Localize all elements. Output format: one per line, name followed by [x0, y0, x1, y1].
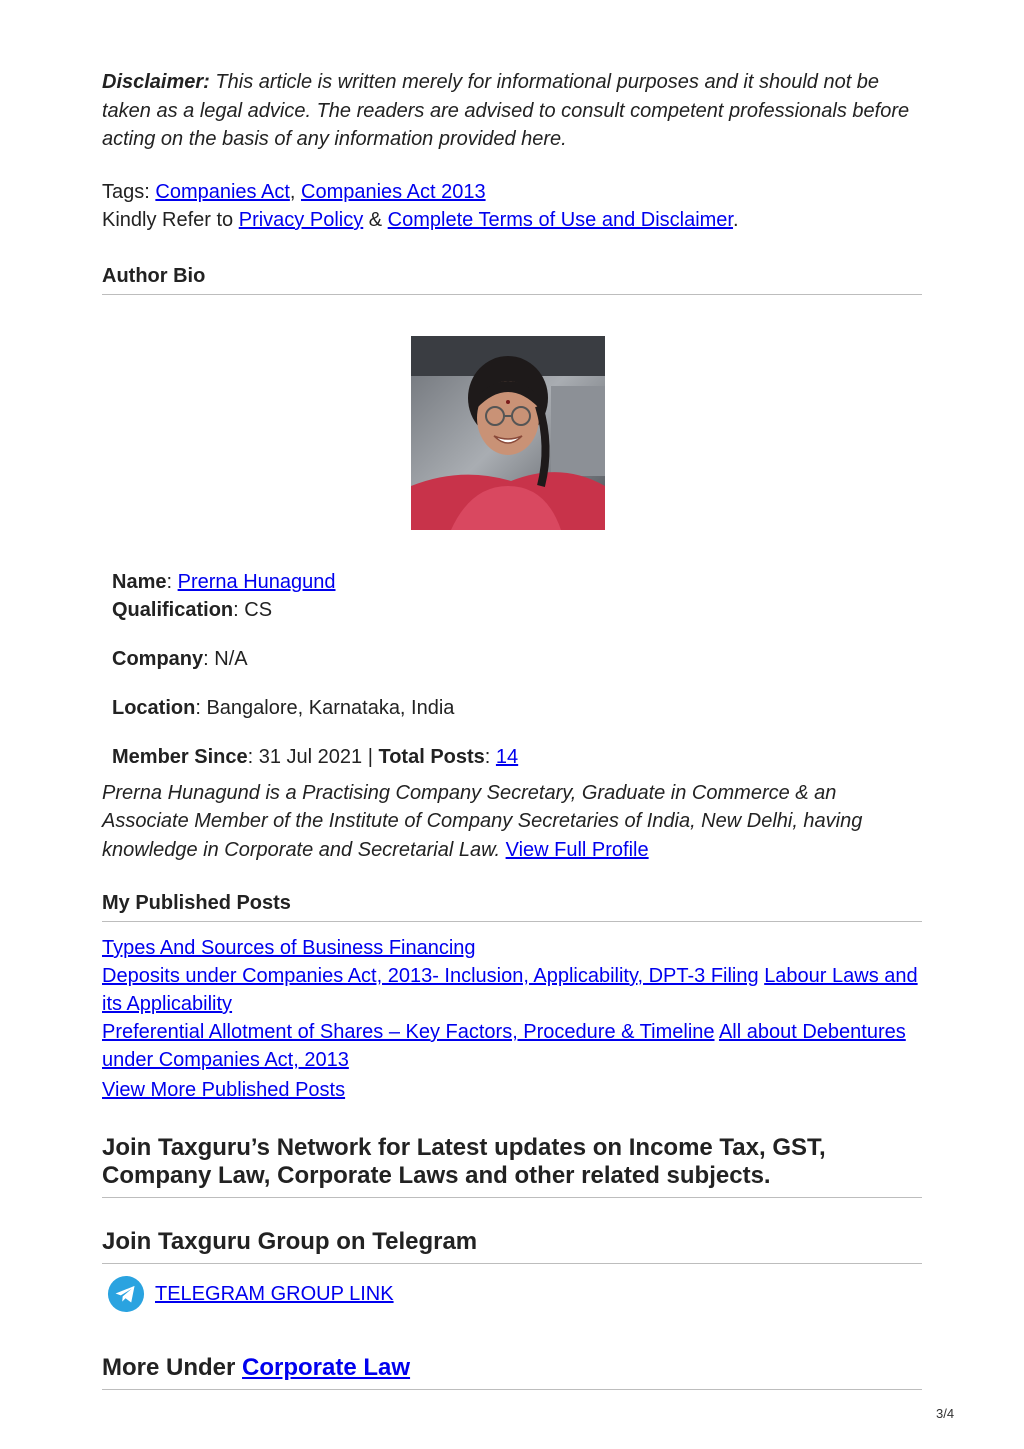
- tags-label: Tags:: [102, 180, 150, 203]
- author-bio-heading: Author Bio: [102, 265, 922, 295]
- location-label: Location: [112, 696, 196, 719]
- disclaimer: [102, 68, 922, 154]
- more-under-prefix: More Under: [102, 1354, 236, 1381]
- tags-line: Tags: Companies Act, Companies Act 2013: [102, 180, 486, 203]
- view-full-profile-link[interactable]: View Full Profile: [505, 838, 649, 861]
- post-link-business-financing[interactable]: Types And Sources of Business Financing: [102, 937, 476, 959]
- telegram-group-link[interactable]: TELEGRAM GROUP LINK: [155, 1282, 394, 1305]
- author-name-link[interactable]: Prerna Hunagund: [177, 570, 336, 593]
- location-row: Location: Bangalore, Karnataka, India: [112, 696, 455, 719]
- tag-link-companies-act-2013[interactable]: Companies Act 2013: [301, 180, 486, 203]
- telegram-heading: Join Taxguru Group on Telegram: [102, 1228, 922, 1264]
- author-photo: [411, 336, 605, 530]
- disclaimer-label: Disclaimer:: [102, 71, 210, 93]
- post-link-labour-laws[interactable]: Labour Laws and its Applicability: [102, 965, 918, 1015]
- author-name-row: Name: Prerna Hunagund: [112, 570, 336, 593]
- post-link-preferential-allotment[interactable]: Preferential Allotment of Shares – Key Factors, Procedure & Timeline: [102, 1021, 715, 1043]
- location-value: Bangalore, Karnataka, India: [206, 696, 455, 719]
- telegram-row: [102, 1274, 922, 1314]
- list-item: [102, 1018, 922, 1074]
- company-value: N/A: [214, 647, 248, 670]
- page-number: 3/4: [936, 1406, 955, 1421]
- company-row: Company: N/A: [112, 647, 248, 670]
- post-link-debentures[interactable]: All about Debentures under Companies Act, 2013: [102, 1021, 906, 1071]
- terms-link[interactable]: Complete Terms of Use and Disclaimer: [387, 209, 733, 231]
- telegram-icon[interactable]: [107, 1275, 145, 1313]
- member-row: Member Since: 31 Jul 2021 | Total Posts: 14: [112, 745, 519, 768]
- network-heading: Join Taxguru’s Network for Latest updates on Income Tax, GST, Company Law, Corporate Laws and other related subjects.: [102, 1134, 922, 1198]
- more-under-heading: [102, 1354, 922, 1390]
- member-since-label: Member Since: [112, 745, 248, 768]
- corporate-law-link[interactable]: Corporate Law: [242, 1354, 411, 1381]
- total-posts-link[interactable]: 14: [495, 745, 519, 768]
- qualification-label: Qualification: [112, 598, 234, 621]
- list-item: [102, 962, 922, 1018]
- published-posts-list: [102, 934, 922, 1104]
- refer-text: Kindly Refer to: [102, 209, 234, 231]
- author-bio-text: [102, 779, 922, 865]
- qualification-value: CS: [244, 598, 273, 621]
- bio-description: Prerna Hunagund is a Practising Company Secretary, Graduate in Commerce & an Associate Member of the Institute of Company Secretaries of India, New Delhi, having knowledge in Corporate and Secretarial Law.: [102, 781, 863, 861]
- member-since-value: 31 Jul 2021: [258, 745, 363, 768]
- post-link-deposits[interactable]: Deposits under Companies Act, 2013- Inclusion, Applicability, DPT-3 Filing: [102, 965, 759, 987]
- refer-line: Kindly Refer to Privacy Policy & Complete Terms of Use and Disclaimer.: [102, 209, 739, 231]
- list-item: [102, 934, 922, 962]
- company-label: Company: [112, 647, 204, 670]
- published-posts-heading: My Published Posts: [102, 892, 922, 922]
- author-fields: [112, 568, 922, 771]
- total-posts-label: Total Posts: [378, 745, 485, 768]
- tag-link-companies-act[interactable]: Companies Act: [155, 180, 290, 203]
- tags-block: [102, 178, 922, 235]
- article-footer: [102, 68, 922, 1390]
- disclaimer-text: This article is written merely for informational purposes and it should not be taken as a legal advice. The readers are advised to consult competent professionals before acting on the basis of any information provided here.: [102, 71, 910, 150]
- view-more-posts-link[interactable]: View More Published Posts: [102, 1079, 346, 1101]
- qualification-row: Qualification: CS: [112, 598, 273, 621]
- privacy-policy-link[interactable]: Privacy Policy: [238, 209, 364, 231]
- name-label: Name: [112, 570, 167, 593]
